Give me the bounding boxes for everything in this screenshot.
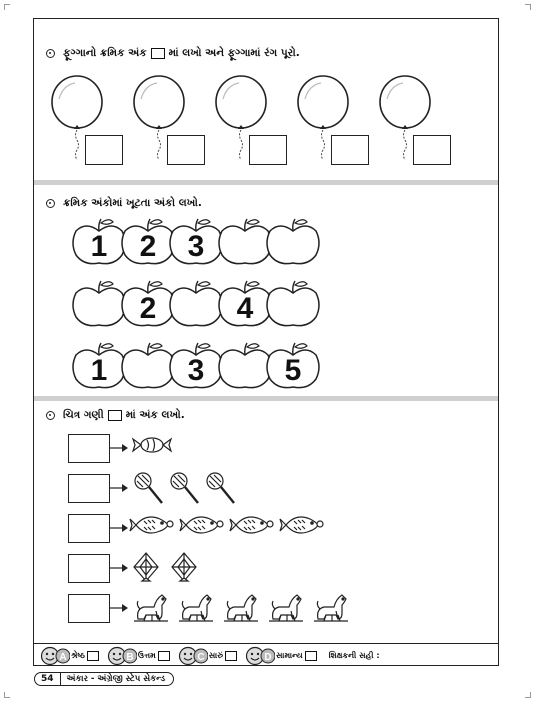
grade-checkbox[interactable] (305, 651, 317, 661)
arrow-icon (110, 442, 130, 454)
apple-with-number (169, 341, 223, 391)
crop-mark (525, 4, 531, 10)
worksheet-frame (33, 18, 499, 666)
horse-icon (312, 591, 354, 625)
grade-label: ઉત્તમ (137, 650, 156, 660)
apple-blank (72, 279, 126, 329)
book-title: અંકાર - અંગ્રેજી સ્ટેપ સેકન્ડ (66, 674, 166, 684)
smiley-face-icon (40, 646, 70, 666)
apple-number: 2 (139, 292, 156, 325)
grade-label: શ્રેષ્ઠ (71, 650, 85, 660)
apple-blank (218, 217, 272, 267)
grade-checkbox[interactable] (225, 651, 237, 661)
horse-icon (222, 591, 264, 625)
fish-icon (182, 511, 224, 545)
grade-checkbox[interactable] (158, 651, 170, 661)
count-answer-box[interactable] (68, 514, 110, 543)
bullet-icon (46, 49, 55, 58)
section1-instruction: ફૂગ્ગાનો ક્રમિક અંક માં લખો અને ફૂગ્ગામાં રંગ પૂરો. (46, 47, 300, 60)
horse-icon (177, 591, 219, 625)
section-divider (34, 180, 498, 185)
grade-label: સામાન્ય (276, 650, 303, 660)
apple-number: 3 (187, 354, 205, 387)
apple-number: 2 (139, 230, 156, 263)
grade-letter: B (126, 651, 134, 663)
apple-blank (169, 279, 223, 329)
grade-checkbox[interactable] (87, 651, 99, 661)
count-answer-box[interactable] (68, 474, 110, 503)
section-divider (34, 396, 498, 401)
grade-option-a (40, 646, 99, 666)
apple-blank (218, 341, 272, 391)
fish-icon (282, 511, 324, 545)
section2-instruction: ક્રમિક અંકોમાં ખૂટતા અંકો લખો. (46, 197, 202, 210)
grade-row (34, 643, 498, 667)
arrow-icon (110, 522, 130, 534)
count-answer-box[interactable] (68, 434, 110, 463)
smiley-face-icon (178, 646, 208, 666)
kite-icon (170, 551, 212, 585)
apple-with-number (121, 217, 175, 267)
answer-box[interactable] (413, 135, 451, 165)
teacher-signature-label: શિક્ષકની સહી : (328, 650, 380, 660)
inline-box-icon (108, 410, 122, 421)
apple-blank (266, 279, 320, 329)
apple-number: 5 (284, 354, 302, 387)
count-answer-box[interactable] (68, 554, 110, 583)
apple-with-number (266, 341, 320, 391)
crop-mark (525, 692, 531, 698)
arrow-icon (110, 562, 130, 574)
count-answer-box[interactable] (68, 594, 110, 623)
page-footer (34, 672, 174, 686)
apple-number: 4 (236, 292, 253, 325)
smiley-face-icon (245, 646, 275, 666)
grade-letter: D (264, 651, 272, 663)
grade-letter: A (59, 651, 67, 663)
candy-icon (132, 431, 174, 465)
apple-with-number (218, 279, 272, 329)
apple-with-number (121, 279, 175, 329)
bullet-icon (46, 199, 55, 208)
inline-box-icon (151, 48, 165, 59)
answer-box[interactable] (85, 135, 123, 165)
answer-box[interactable] (249, 135, 287, 165)
grade-option-b (107, 646, 170, 666)
apple-number: 1 (90, 354, 108, 387)
apple-number: 3 (187, 230, 205, 263)
page-number: 54 (35, 673, 61, 685)
apple-blank (266, 217, 320, 267)
apple-with-number (169, 217, 223, 267)
grade-option-c (178, 646, 237, 666)
answer-box[interactable] (167, 135, 205, 165)
fish-icon (232, 511, 274, 545)
horse-icon (267, 591, 309, 625)
arrow-icon (110, 602, 130, 614)
apple-with-number (72, 341, 126, 391)
lollipop-icon (204, 471, 246, 505)
grade-label: સારું (208, 650, 224, 660)
grade-letter: C (197, 651, 205, 663)
answer-box[interactable] (331, 135, 369, 165)
smiley-face-icon (107, 646, 137, 666)
grade-option-d (245, 646, 317, 666)
fish-icon (132, 511, 174, 545)
bullet-icon (46, 411, 55, 420)
apple-number: 1 (90, 230, 108, 263)
crop-mark (4, 4, 10, 10)
apple-with-number (72, 217, 126, 267)
horse-icon (132, 591, 174, 625)
kite-icon (132, 551, 174, 585)
crop-mark (4, 692, 10, 698)
apple-blank (121, 341, 175, 391)
section3-instruction: ચિત્ર ગણી માં અંક લખો. (46, 409, 185, 422)
arrow-icon (110, 482, 130, 494)
